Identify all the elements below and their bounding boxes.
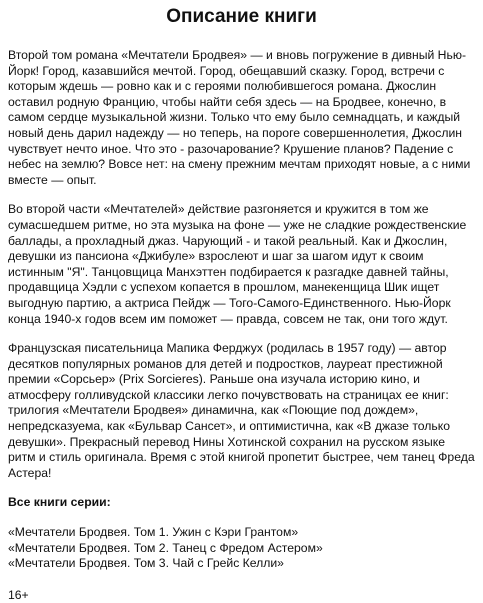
description-paragraph-2: Во второй части «Мечтателей» действие разгоняется и кружится в том же сумасшедшем ритме, но эта музыка на фоне — уже не сладкие рождественские баллады, а прохладный джаз. Чарующий - и такой реальный. Как и Джослин, девушки из пансиона «Джибуле» взрослеют и шаг за шагом идут к своим истинным "Я". Танцовщица Манхэттен подбирается к разгадке давней тайны, продавщица Хэдли с успехом копается в прошлом, манекенщица Шик ищет выгодную партию, а актриса Пейдж — Того-Самого-Единственного. Нью-Йорк конца 1940-х годов всем им поможет — правда, совсем не так, они того ждут. <box>8 202 467 326</box>
description-body <box>8 48 475 603</box>
series-heading: Все книги серии: <box>8 495 111 510</box>
description-paragraph-1: Второй том романа «Мечтатели Бродвея» — и вновь погружение в дивный Нью-Йорк! Город, казавшийся мечтой. Город, обещавший сказку. Город, встречи с которым ждешь — ровно как и с героями полюбившегося романа. Джослин оставил родную Францию, чтобы найти себя здесь — на Бродвее, конечно, в самом сердце музыкальной жизни. Только что ему было семнадцать, и каждый новый день дарил надежду — но теперь, на пороге совершеннолетия, Джослин чувствует нечто иное. Что это - разочарование? Крушение планов? Падение с небес на землю? Вовсе нет: на смену прежним мечтам приходят новые, а с ними вместе — опыт. <box>8 48 471 187</box>
age-rating: 16+ <box>8 587 29 602</box>
series-item-1: «Мечтатели Бродвея. Том 1. Ужин с Кэри Грантом» <box>8 525 299 540</box>
series-list <box>8 525 475 572</box>
description-paragraph-3: Французская писательница Мапика Ферджух (родилась в 1957 году) — автор десятков популярных романов для детей и подростков, лауреат престижной премии «Сорсьер» (Prix Sorcieres). Раньше она изучала историю кино, и атмосферу голливудской классики легко почувствовать на страницах ее книг: трилогия «Мечтатели Бродвея» динамична, как «Поющие под дождем», непредсказуема, как «Бульвар Сансет», и оптимистична, как «В джазе только девушки». Прекрасный перевод Нины Хотинской сохранил на русском языке ритм и стиль оригинала. Время с этой книгой пропетит быстрее, чем танец Фреда Астера! <box>8 341 475 480</box>
series-item-2: «Мечтатели Бродвея. Том 2. Танец с Фредом Астером» <box>8 540 323 555</box>
series-item-3: «Мечтатели Бродвея. Том 3. Чай с Грейс Келли» <box>8 556 284 571</box>
page-title: Описание книги <box>166 6 317 27</box>
